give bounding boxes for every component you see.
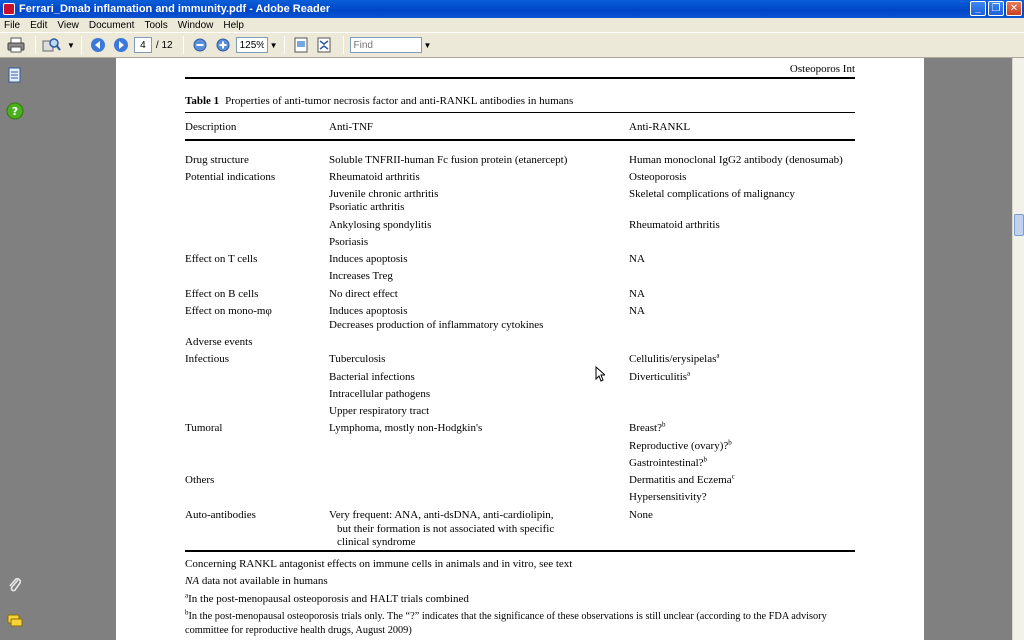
footnote-marker: b	[703, 455, 708, 464]
row-anti-tnf: No direct effect	[329, 288, 398, 300]
menu-window[interactable]: Window	[177, 19, 214, 31]
zoom-dropdown-icon[interactable]: ▼	[269, 40, 278, 50]
toolbar-separator	[35, 36, 36, 54]
row-anti-tnf: but their formation is not associated with specific	[337, 523, 555, 535]
table-footnote-b	[185, 610, 827, 623]
journal-name: Osteoporos Int	[789, 63, 855, 75]
footnote-b-text: In the post-menopausal osteoporosis trials only. The “?” indicates that the significance of these observations is still unclear (according to the FDA advisory	[188, 611, 827, 622]
find-input[interactable]	[350, 37, 422, 53]
row-anti-tnf: Induces apoptosis	[329, 253, 408, 265]
row-anti-tnf: Tuberculosis	[329, 353, 386, 365]
row-anti-tnf: Bacterial infections	[329, 371, 415, 383]
svg-text:?: ?	[11, 105, 19, 118]
footnote-marker: a	[716, 351, 720, 360]
zoom-level-input[interactable]	[236, 37, 268, 53]
toolbar-separator	[284, 36, 285, 54]
footnote-marker: b	[661, 420, 666, 429]
row-description: Potential indications	[185, 171, 276, 183]
row-anti-tnf: Psoriatic arthritis	[329, 201, 405, 213]
minimize-button[interactable]: _	[970, 1, 986, 16]
row-anti-tnf: Juvenile chronic arthritis	[329, 188, 439, 200]
row-description: Infectious	[185, 353, 229, 365]
title-bar	[0, 0, 1024, 18]
column-header-anti-tnf: Anti-TNF	[329, 121, 373, 133]
table-note-rankl: Concerning RANKL antagonist effects on immune cells in animals and in vitro, see text	[185, 558, 573, 570]
row-description: Effect on T cells	[185, 253, 258, 265]
table-bottom-rule	[185, 550, 855, 552]
vertical-scrollbar[interactable]	[1012, 58, 1024, 640]
row-anti-rankl: Skeletal complications of malignancy	[629, 188, 795, 200]
row-description: Drug structure	[185, 154, 249, 166]
table-label: Table 1	[185, 95, 220, 107]
page-total-label: / 12	[155, 39, 173, 51]
row-anti-rankl: NA	[629, 288, 645, 300]
row-anti-tnf: Induces apoptosis	[329, 305, 408, 317]
table-footnote-b-continued: committee for reproductive health drugs, August 2009)	[185, 625, 412, 636]
table-footnote-a	[185, 593, 469, 606]
adobe-reader-app-icon	[3, 3, 15, 15]
toolbar-separator	[343, 36, 344, 54]
row-anti-rankl: Reproductive (ovary)?$^b$	[629, 438, 732, 452]
menu-edit[interactable]: Edit	[30, 19, 48, 31]
footnote-marker-b: b	[185, 608, 189, 617]
row-anti-tnf: Soluble TNFRII-human Fc fusion protein (etanercept)	[329, 154, 568, 166]
next-page-icon[interactable]	[111, 35, 131, 55]
row-anti-tnf: Upper respiratory tract	[329, 405, 430, 417]
row-anti-rankl: NA	[629, 305, 645, 317]
table-top-rule	[185, 112, 855, 113]
scrollbar-thumb[interactable]	[1014, 214, 1024, 236]
column-header-anti-rankl: Anti-RANKL	[629, 121, 691, 133]
mouse-cursor-icon	[595, 366, 605, 382]
close-button[interactable]: ✕	[1006, 1, 1022, 16]
row-anti-rankl: None	[629, 509, 653, 521]
menu-view[interactable]: View	[57, 19, 79, 31]
row-description: Effect on B cells	[185, 288, 259, 300]
search-tool-icon[interactable]	[42, 35, 62, 55]
footnote-a-text: In the post-menopausal osteoporosis and HALT trials combined	[188, 593, 469, 605]
row-description: Effect on mono-mφ	[185, 305, 272, 317]
row-anti-rankl: Breast?$^b$	[629, 420, 666, 434]
table-header-rule	[185, 139, 855, 141]
pages-panel-icon[interactable]	[6, 66, 24, 84]
attachments-icon[interactable]	[6, 576, 24, 594]
row-anti-rankl: Gastrointestinal?$^b$	[629, 455, 708, 469]
row-anti-tnf: Lymphoma, mostly non-Hodgkin's	[329, 422, 483, 434]
fit-width-icon[interactable]	[291, 35, 311, 55]
row-anti-tnf: Decreases production of inflammatory cytokines	[329, 319, 544, 331]
help-icon[interactable]	[6, 102, 24, 120]
previous-page-icon[interactable]	[88, 35, 108, 55]
menu-file[interactable]: File	[4, 19, 21, 31]
row-anti-rankl: Rheumatoid arthritis	[629, 219, 720, 231]
footnote-marker: c	[731, 472, 735, 481]
row-anti-tnf: Increases Treg	[329, 270, 393, 282]
menu-bar	[0, 18, 1024, 32]
toolbar-separator	[183, 36, 184, 54]
menu-tools[interactable]: Tools	[144, 19, 168, 31]
footnote-marker-a: a	[185, 591, 189, 600]
menu-help[interactable]: Help	[223, 19, 244, 31]
comments-icon[interactable]	[6, 612, 24, 630]
row-anti-rankl: Diverticulitis$^a$	[629, 369, 691, 383]
table-caption	[185, 95, 573, 107]
na-abbreviation: NA	[185, 575, 200, 587]
row-anti-tnf: Rheumatoid arthritis	[329, 171, 420, 183]
document-viewport[interactable]	[30, 58, 1012, 640]
fit-page-icon[interactable]	[314, 35, 334, 55]
row-anti-tnf: clinical syndrome	[337, 536, 416, 548]
row-anti-tnf: Ankylosing spondylitis	[329, 219, 432, 231]
find-dropdown-icon[interactable]: ▼	[423, 40, 432, 50]
toolbar	[0, 32, 1024, 58]
window-title: Ferrari_Dmab inflamation and immunity.pdf - Adobe Reader	[19, 3, 331, 15]
zoom-in-icon[interactable]	[213, 35, 233, 55]
row-anti-rankl: Osteoporosis	[629, 171, 687, 183]
row-anti-rankl: Human monoclonal IgG2 antibody (denosumab)	[629, 154, 843, 166]
menu-document[interactable]: Document	[88, 19, 135, 31]
header-rule	[185, 77, 855, 79]
row-anti-tnf: Intracellular pathogens	[329, 388, 431, 400]
footnote-marker: a	[687, 369, 691, 378]
zoom-out-icon[interactable]	[190, 35, 210, 55]
table-title: Properties of anti-tumor necrosis factor and anti-RANKL antibodies in humans	[225, 95, 574, 107]
chevron-down-icon[interactable]: ▼	[67, 40, 75, 50]
toolbar-separator	[81, 36, 82, 54]
navigation-pane	[0, 58, 30, 640]
row-description: Auto-antibodies	[185, 509, 256, 521]
footnote-marker: b	[728, 438, 732, 447]
window-controls	[970, 1, 1022, 16]
na-definition: data not available in humans	[199, 575, 328, 587]
row-anti-rankl: Dermatitis and Eczema$^c$	[629, 472, 735, 486]
page-number-input[interactable]	[134, 37, 152, 53]
row-anti-rankl: NA	[629, 253, 645, 265]
row-description: Tumoral	[185, 422, 223, 434]
table-note-na	[185, 575, 328, 588]
restore-button[interactable]: ❐	[988, 1, 1004, 16]
column-header-description: Description	[185, 121, 237, 133]
row-anti-tnf: Very frequent: ANA, anti-dsDNA, anti-cardiolipin,	[329, 509, 554, 521]
print-icon[interactable]	[6, 35, 26, 55]
row-description: Adverse events	[185, 336, 253, 348]
row-anti-tnf: Psoriasis	[329, 236, 369, 248]
row-description: Others	[185, 474, 215, 486]
row-anti-rankl: Cellulitis/erysipelas$^a$	[629, 351, 720, 365]
row-anti-rankl: Hypersensitivity?	[629, 491, 707, 503]
pdf-page	[116, 58, 924, 640]
